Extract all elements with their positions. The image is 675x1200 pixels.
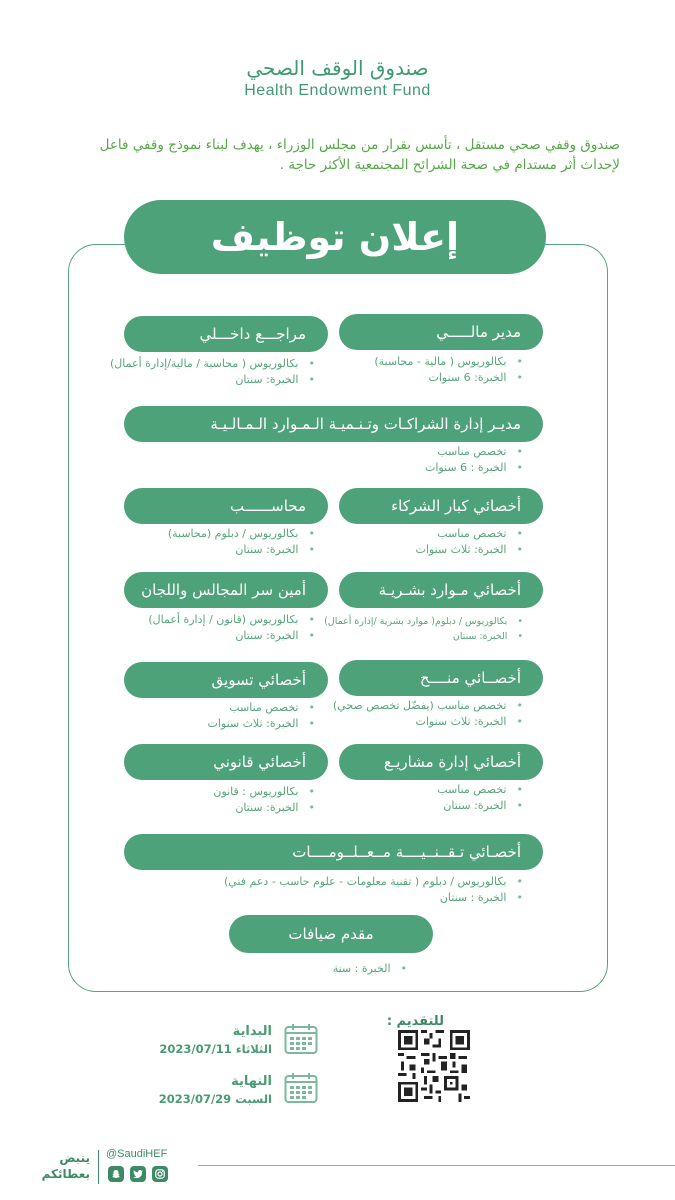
job-title-hr-specialist: أخصائي مـوارد بشـريـة: [339, 572, 543, 608]
job-title-accountant: محاســــــب: [124, 488, 328, 524]
job-reqs-hr-specialist: [324, 614, 523, 644]
job-reqs-grants-specialist: [333, 698, 523, 730]
req-item: • بكالوريوس / دبلوم( موارد بشرية /إدارة أعمال): [324, 614, 523, 629]
start-date-title: البداية: [232, 1024, 272, 1039]
job-title-board-secretary: أمين سر المجالس واللجان: [124, 572, 328, 608]
req-item: • تخصص مناسب (يفضّل تخصص صحي): [333, 698, 523, 714]
job-title-hospitality: مقدم ضيافات: [229, 915, 433, 953]
slogan-line-1: ينبض: [59, 1151, 90, 1165]
end-date-title: النهاية: [231, 1074, 272, 1089]
job-reqs-project-management-specialist: [437, 782, 523, 814]
slogan-line-2: بعطائكم: [41, 1167, 90, 1181]
social-handle[interactable]: @SaudiHEF: [106, 1148, 168, 1160]
req-item: • الخبرة: ثلاث سنوات: [208, 716, 315, 732]
req-item: • الخبرة: سنتان: [324, 629, 523, 644]
job-reqs-legal-specialist: [213, 784, 315, 816]
req-item: • تخصص مناسب: [416, 526, 523, 542]
job-reqs-accountant: [168, 526, 315, 558]
job-title-partnerships-director: مديـر إدارة الشراكـات وتـنـميـة الـمـوارد الـمـالـيـة: [124, 406, 543, 442]
job-title-legal-specialist: أخصائي قانوني: [124, 744, 328, 780]
req-item: • الخبرة: سنتان: [110, 372, 315, 388]
req-item: • بكالوريوس (قانون / إدارة أعمال): [148, 612, 315, 628]
job-title-financial-manager: مدير مالـــــي: [339, 314, 543, 350]
start-date-value: الثلاثاء 2023/07/11: [159, 1042, 272, 1056]
calendar-icon: [284, 1023, 318, 1055]
intro-text: صندوق وقفي صحي مستقل ، تأسس بقرار من مجلس الوزراء ، يهدف لبناء نموذج وقفي فاعل لإحداث أثر مستدام في صحة الشرائح المجتمعية الأكثر حاجة .: [99, 137, 620, 173]
job-title-grants-specialist: أخصــائي منــــح: [339, 660, 543, 696]
end-date-value: السبت 2023/07/29: [158, 1092, 272, 1106]
req-item: • الخبرة: سنتان: [148, 628, 315, 644]
req-item: • بكالوريوس / دبلوم ( تقنية معلومات - علوم حاسب - دعم فني): [224, 874, 523, 890]
req-item: • بكالوريوس ( مالية - محاسبة): [374, 354, 523, 370]
job-reqs-marketing-specialist: [208, 700, 315, 732]
logo-english: Health Endowment Fund: [244, 82, 431, 99]
req-item: • بكالوريوس / دبلوم (محاسبة): [168, 526, 315, 542]
req-item: • الخبرة : سنتان: [224, 890, 523, 906]
snapchat-icon[interactable]: [108, 1166, 124, 1182]
qr-code-icon[interactable]: [398, 1030, 470, 1102]
job-reqs-hospitality: [333, 961, 407, 977]
logo-arabic: صندوق الوقف الصحي: [246, 56, 429, 80]
job-title-marketing-specialist: أخصائي تسويق: [124, 662, 328, 698]
req-item: • الخبرة: سنتان: [437, 798, 523, 814]
req-item: • تخصص مناسب: [208, 700, 315, 716]
job-reqs-board-secretary: [148, 612, 315, 644]
job-title-key-partners-specialist: أخصائي كبار الشركاء: [339, 488, 543, 524]
footer-divider: [198, 1165, 675, 1166]
req-item: • الخبرة: سنتان: [168, 542, 315, 558]
req-item: • الخبرة : 6 سنوات: [425, 460, 523, 476]
job-reqs-financial-manager: [374, 354, 523, 386]
job-reqs-key-partners-specialist: [416, 526, 523, 558]
footer-separator: [98, 1150, 99, 1184]
instagram-icon[interactable]: [152, 1166, 168, 1182]
req-item: • الخبرة: سنتان: [213, 800, 315, 816]
req-item: • الخبرة: 6 سنوات: [374, 370, 523, 386]
job-title-it-specialist: أخصـائي تـقــنــيــــة مــعــلــومــــات: [124, 834, 543, 870]
req-item: • الخبرة: ثلاث سنوات: [416, 542, 523, 558]
job-reqs-it-specialist: [224, 874, 523, 906]
req-item: • بكالوريوس : قانون: [213, 784, 315, 800]
job-reqs-internal-auditor: [110, 356, 315, 388]
job-title-internal-auditor: مراجـــع داخـــلي: [124, 316, 328, 352]
calendar-icon: [284, 1072, 318, 1104]
apply-label: للتقديم :: [386, 1014, 444, 1029]
job-title-project-management-specialist: أخصائي إدارة مشاريـع: [339, 744, 543, 780]
req-item: • تخصص مناسب: [425, 444, 523, 460]
slogan: [38, 1150, 90, 1182]
page-title: إعلان توظيف: [124, 200, 546, 274]
req-item: • بكالوريوس ( محاسبة / مالية/إدارة أعمال): [110, 356, 315, 372]
req-item: • الخبرة : سنة: [333, 961, 407, 977]
twitter-icon[interactable]: [130, 1166, 146, 1182]
req-item: • الخبرة: ثلاث سنوات: [333, 714, 523, 730]
job-reqs-partnerships-director: [425, 444, 523, 476]
req-item: • تخصص مناسب: [437, 782, 523, 798]
